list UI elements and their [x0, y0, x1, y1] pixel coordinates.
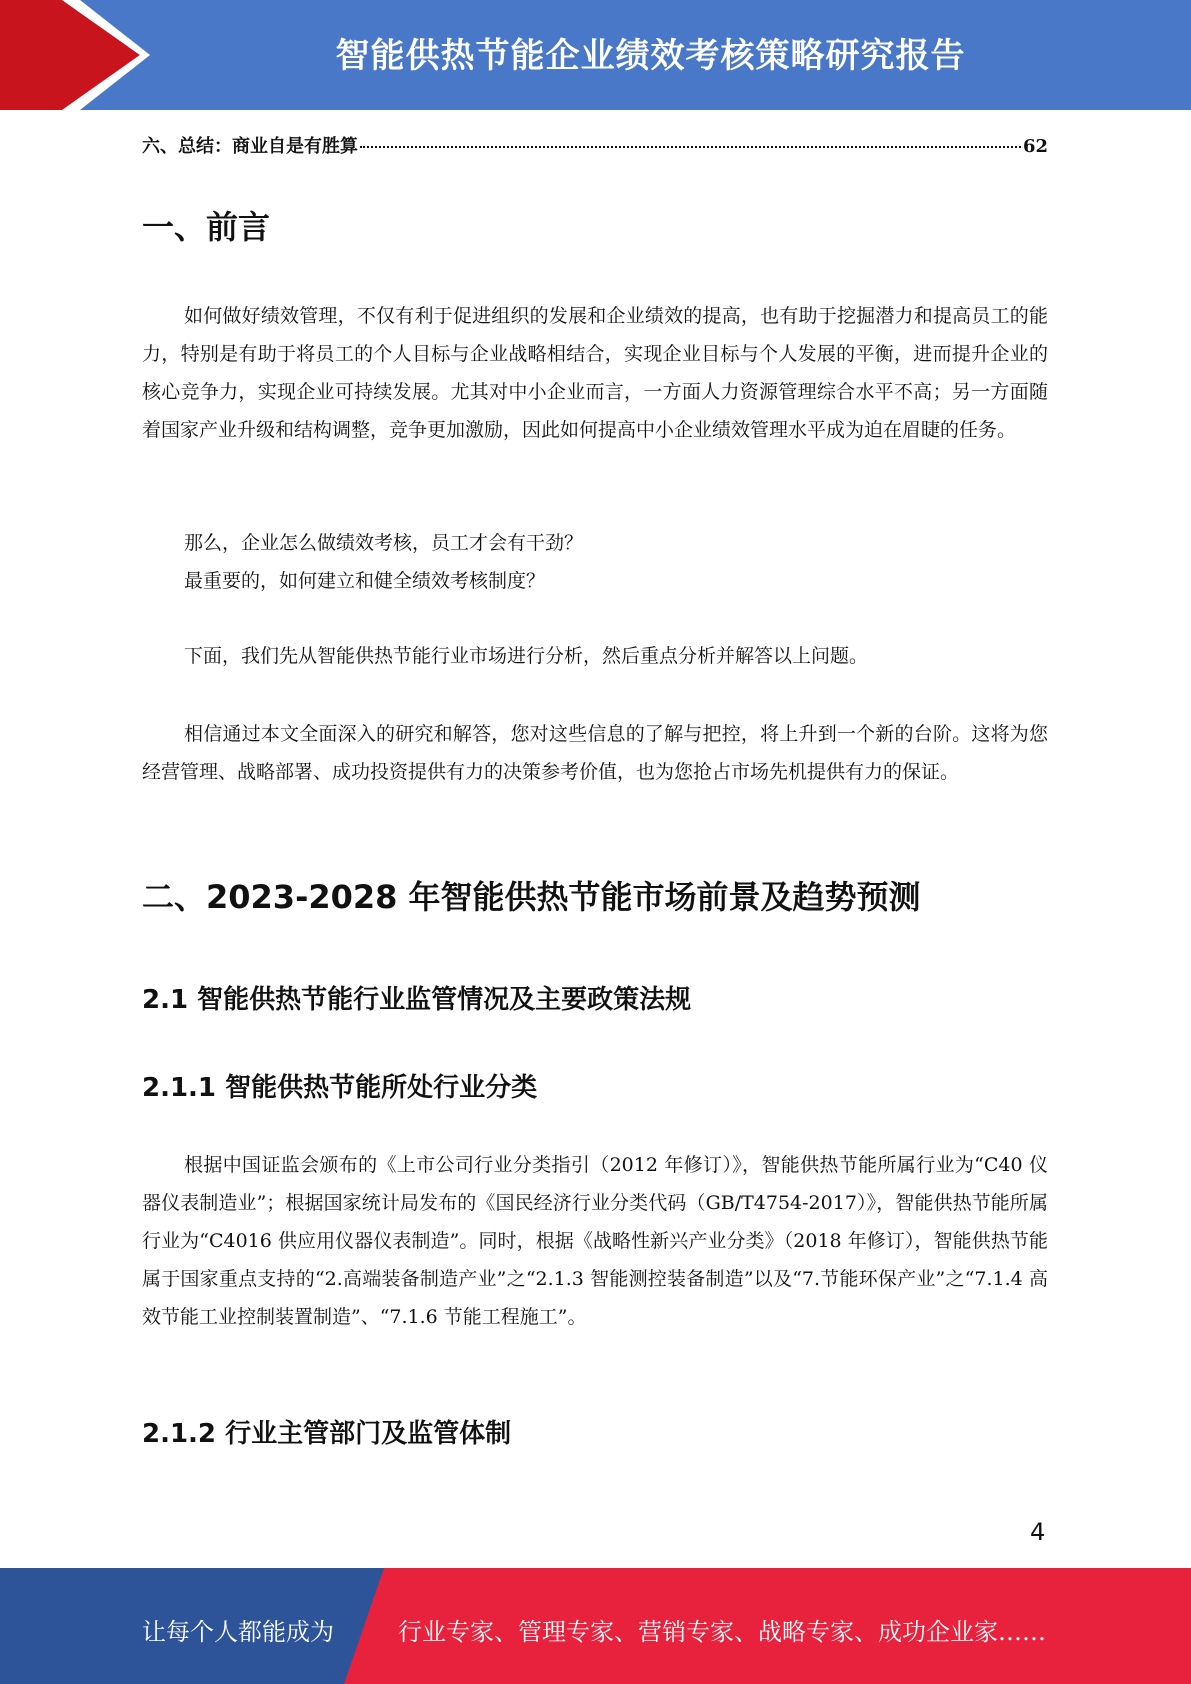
- toc-entry-page: 62: [1022, 136, 1048, 157]
- heading-section-2-1-1: 2.1.1 智能供热节能所处行业分类: [142, 1073, 538, 1103]
- paragraph-section-2-1-1: 根据中国证监会颁布的《上市公司行业分类指引（2012 年修订）》，智能供热节能所属行业为“C40 仪器仪表制造业”；根据国家统计局发布的《国民经济行业分类代码（GB/T4754-2017）》，智能供热节能所属行业为“C4016 供应用仪器仪表制造”。同时，根据《战略性新兴产业分类》（2018 年修订），智能供热节能属于国家重点支持的“2.高端装备制造产业”之“2.1.3 智能测控装备制造”以及“7.节能环保产业”之“7.1.4 高效节能工业控制装置制造”、“7.1.6 节能工程施工”。: [142, 1154, 1048, 1328]
- heading-preface: 一、前言: [142, 208, 271, 246]
- heading-chapter-2: 二、2023-2028 年智能供热节能市场前景及趋势预测: [142, 878, 921, 916]
- paragraph-preface-1: 如何做好绩效管理，不仅有利于促进组织的发展和企业绩效的提高，也有助于挖掘潜力和提高员工的能力，特别是有助于将员工的个人目标与企业战略相结合，实现企业目标与个人发展的平衡，进而提升企业的核心竞争力，实现企业可持续发展。尤其对中小企业而言，一方面人力资源管理综合水平不高；另一方面随着国家产业升级和结构调整，竞争更加激励，因此如何提高中小企业绩效管理水平成为迫在眉睫的任务。: [142, 305, 1048, 441]
- paragraph-preface-question-2: 最重要的，如何建立和健全绩效考核制度？: [184, 570, 546, 592]
- heading-section-2-1: 2.1 智能供热节能行业监管情况及主要政策法规: [142, 985, 692, 1015]
- footer-slogan-right: 行业专家、管理专家、营销专家、战略专家、成功企业家……: [398, 1618, 1046, 1646]
- toc-entry[interactable]: [142, 132, 1048, 158]
- toc-entry-label: 六、总结：商业自是有胜算: [142, 136, 358, 157]
- paragraph-preface-question-1: 那么，企业怎么做绩效考核，员工才会有干劲？: [184, 532, 584, 554]
- toc-dot-leader: [360, 146, 1021, 148]
- paragraph-preface-3: 相信通过本文全面深入的研究和解答，您对这些信息的了解与把控，将上升到一个新的台阶。这将为您经营管理、战略部署、成功投资提供有力的决策参考价值，也为您抢占市场先机提供有力的保证。: [142, 723, 1048, 783]
- report-title: 智能供热节能企业绩效考核策略研究报告: [335, 36, 966, 76]
- header-banner: [0, 0, 1191, 110]
- heading-section-2-1-2: 2.1.2 行业主管部门及监管体制: [142, 1419, 512, 1449]
- footer-banner: [0, 1568, 1191, 1684]
- page-number: 4: [1030, 1518, 1046, 1546]
- paragraph-preface-2: 下面，我们先从智能供热节能行业市场进行分析，然后重点分析并解答以上问题。: [184, 645, 869, 667]
- footer-slogan-left: 让每个人都能成为: [142, 1618, 334, 1646]
